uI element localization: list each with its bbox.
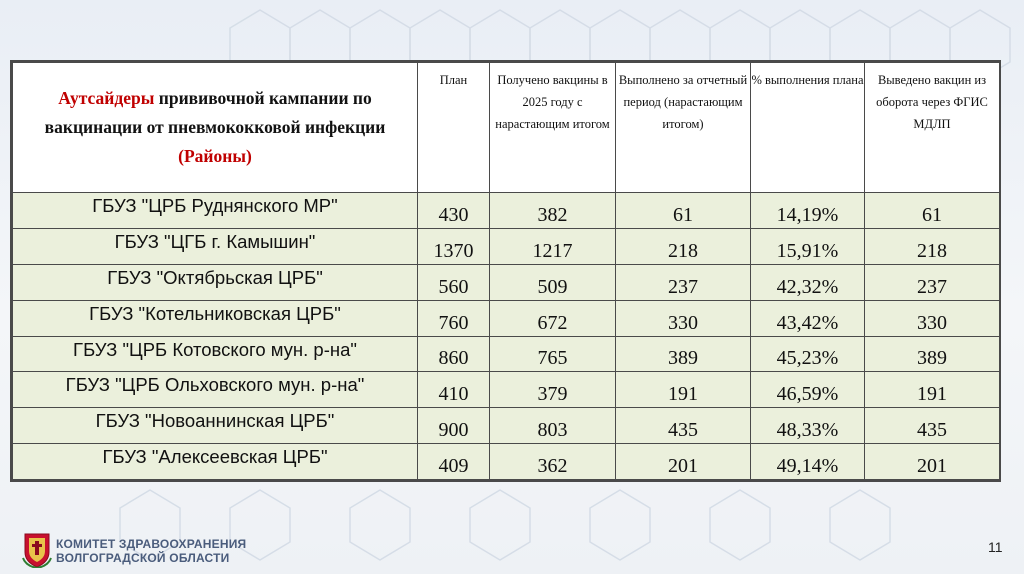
table-header-row — [13, 63, 1000, 193]
col-header-withdrawn: Выведено вакцин из оборота через ФГИС МДЛП — [865, 63, 1000, 193]
row-plan: 409 — [418, 444, 490, 480]
col-header-done: Выполнено за отчетный период (нарастающим итогом) — [616, 63, 751, 193]
row-plan: 900 — [418, 408, 490, 444]
row-plan: 860 — [418, 336, 490, 372]
row-name: ГБУЗ "Новоаннинская ЦРБ" — [13, 408, 418, 444]
row-received: 803 — [490, 408, 616, 444]
outsiders-table — [10, 60, 1001, 482]
row-percent: 46,59% — [751, 372, 865, 408]
table-row — [13, 408, 1000, 444]
row-done: 201 — [616, 444, 751, 480]
row-received: 672 — [490, 300, 616, 336]
row-plan: 1370 — [418, 228, 490, 264]
title-region-part: (Районы) — [178, 146, 252, 166]
row-name: ГБУЗ "ЦРБ Ольховского мун. р-на" — [13, 372, 418, 408]
row-plan: 560 — [418, 264, 490, 300]
row-done: 237 — [616, 264, 751, 300]
title-red-part: Аутсайдеры — [58, 88, 155, 108]
row-received: 765 — [490, 336, 616, 372]
row-received: 509 — [490, 264, 616, 300]
col-header-percent: % выполнения плана — [751, 63, 865, 193]
row-percent: 45,23% — [751, 336, 865, 372]
row-percent: 48,33% — [751, 408, 865, 444]
coat-of-arms-icon — [22, 532, 52, 568]
footer-organization — [56, 537, 246, 565]
row-name: ГБУЗ "Алексеевская ЦРБ" — [13, 444, 418, 480]
footer-line-2: ВОЛГОГРАДСКОЙ ОБЛАСТИ — [56, 551, 230, 565]
row-percent: 42,32% — [751, 264, 865, 300]
row-done: 435 — [616, 408, 751, 444]
row-received: 382 — [490, 193, 616, 229]
row-name: ГБУЗ "ЦРБ Котовского мун. р-на" — [13, 336, 418, 372]
row-received: 379 — [490, 372, 616, 408]
row-withdrawn: 218 — [865, 228, 1000, 264]
row-withdrawn: 61 — [865, 193, 1000, 229]
footer-line-1: КОМИТЕТ ЗДРАВООХРАНЕНИЯ — [56, 537, 247, 551]
row-plan: 760 — [418, 300, 490, 336]
col-header-received: Получено вакцины в 2025 году с нарастающим итогом — [490, 63, 616, 193]
table-row — [13, 300, 1000, 336]
row-done: 330 — [616, 300, 751, 336]
table-row — [13, 444, 1000, 480]
row-withdrawn: 201 — [865, 444, 1000, 480]
row-withdrawn: 237 — [865, 264, 1000, 300]
row-plan: 410 — [418, 372, 490, 408]
table-row — [13, 336, 1000, 372]
table-row — [13, 372, 1000, 408]
table-row — [13, 228, 1000, 264]
row-withdrawn: 191 — [865, 372, 1000, 408]
table-row — [13, 264, 1000, 300]
row-done: 218 — [616, 228, 751, 264]
row-percent: 15,91% — [751, 228, 865, 264]
row-withdrawn: 389 — [865, 336, 1000, 372]
row-percent: 49,14% — [751, 444, 865, 480]
row-withdrawn: 330 — [865, 300, 1000, 336]
row-percent: 43,42% — [751, 300, 865, 336]
row-plan: 430 — [418, 193, 490, 229]
row-percent: 14,19% — [751, 193, 865, 229]
row-withdrawn: 435 — [865, 408, 1000, 444]
table-row — [13, 193, 1000, 229]
row-name: ГБУЗ "ЦРБ Руднянского МР" — [13, 193, 418, 229]
row-done: 191 — [616, 372, 751, 408]
row-name: ГБУЗ "ЦГБ г. Камышин" — [13, 228, 418, 264]
row-done: 61 — [616, 193, 751, 229]
table-title — [13, 63, 418, 193]
title-main-part: прививочной кампании по вакцинации от пневмококковой инфекции — [44, 88, 386, 137]
row-name: ГБУЗ "Октябрьская ЦРБ" — [13, 264, 418, 300]
row-received: 1217 — [490, 228, 616, 264]
row-name: ГБУЗ "Котельниковская ЦРБ" — [13, 300, 418, 336]
col-header-plan: План — [418, 63, 490, 193]
page-number: 11 — [988, 539, 1003, 555]
row-done: 389 — [616, 336, 751, 372]
row-received: 362 — [490, 444, 616, 480]
